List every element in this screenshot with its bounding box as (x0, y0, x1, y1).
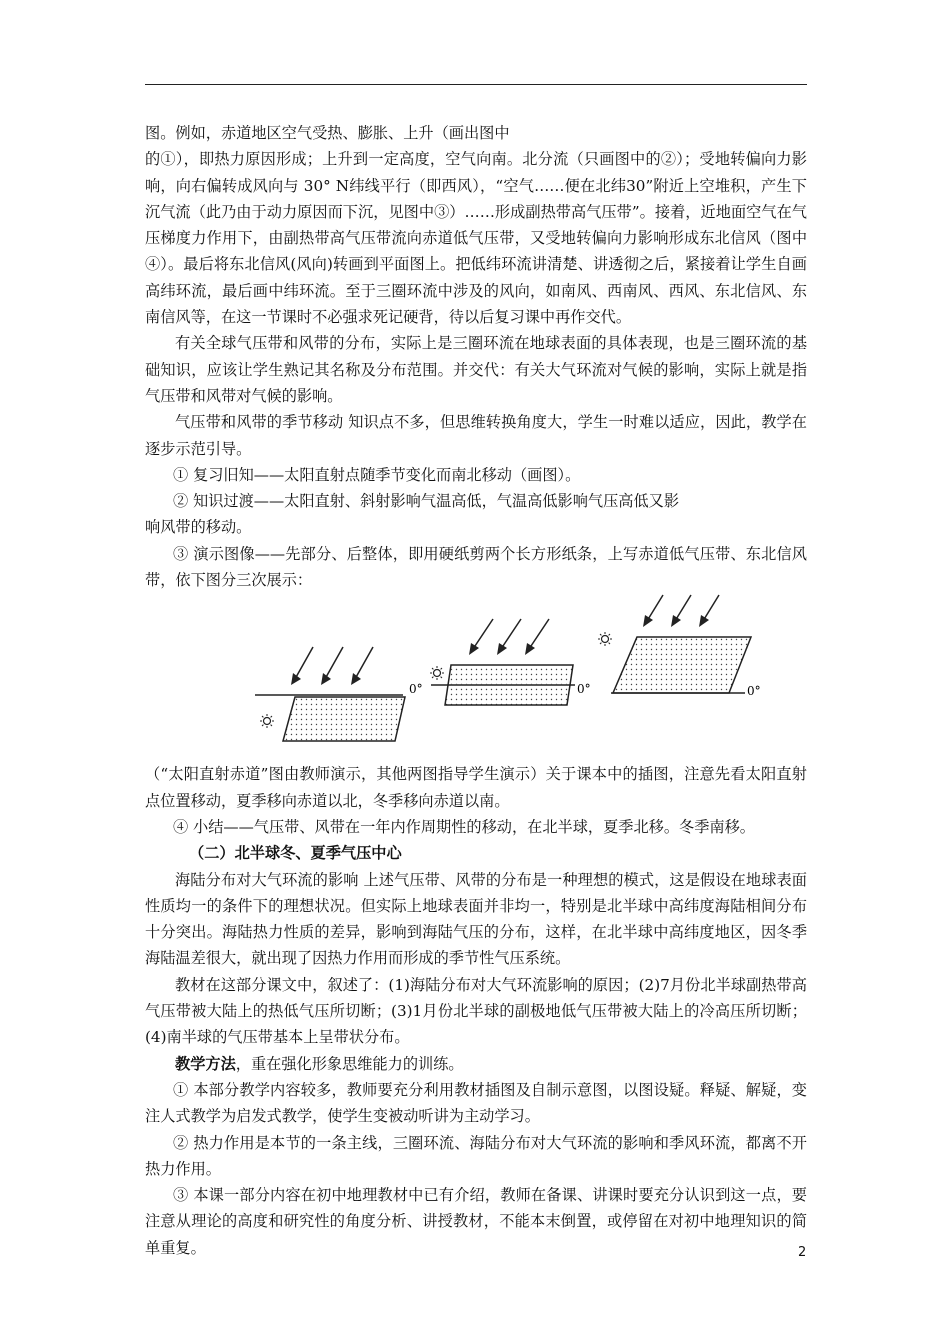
paragraph (145, 1051, 807, 1077)
list-item: ④ 小结——气压带、风带在一年内作周期性的移动，在北半球，夏季北移。冬季南移。 (173, 817, 755, 836)
list-item: ① 本部分教学内容较多，教师要充分利用教材插图及自制示意图，以图设疑。释疑、解疑，变注人式教学为启发式教学，使学生变被动听讲为主动学习。 (145, 1080, 807, 1126)
paragraph: 气压带和风带的季节移动 知识点不多，但思维转换角度大，学生一时难以适应，因此，教学在逐步示范引导。 (145, 413, 807, 458)
section-heading: （二）北半球冬、夏季气压中心 (189, 844, 402, 863)
figure-panel-1 (255, 647, 423, 741)
equator-label: 0° (409, 682, 423, 697)
figure-svg (255, 593, 815, 753)
paragraph: 教材在这部分课文中，叙述了：(1)海陆分布对大气环流影响的原因；(2)7月份北半球副热带高气压带被大陆上的热低气压所切断；(3)1月份北半球的副极地低气压带被大陆上的冷高压所切断；(4)南半球的气压带基本上呈带状分布。 (145, 975, 807, 1047)
header-rule (145, 84, 807, 85)
paragraph: 海陆分布对大气环流的影响 上述气压带、风带的分布是一种理想的模式，这是假设在地球表面性质均一的条件下的理想状况。但实际上地球表面并非均一，特别是北半球中高纬度海陆相间分布十分突出。海陆热力性质的差异，影响到海陆气压的分布，这样，在北半球中高纬度地区，因冬季海陆温差很大，就出现了因热力作用而形成的季节性气压系统。 (145, 870, 807, 968)
list-item: ③ 演示图像——先部分、后整体，即用硬纸剪两个长方形纸条，上写赤道低气压带、东北信风带，依下图分三次展示： (145, 544, 807, 590)
sun-icon (598, 632, 612, 646)
pressure-belt-figure (145, 593, 807, 761)
paragraph: 的①），即热力原因形成；上升到一定高度，空气向南。北分流（只画图中的②）；受地转偏向力影响，向右偏转成风向与 30° N纬线平行（即西风），“空气……便在北纬30”附近上空堆积，产生下沉气流（此乃由于动力原因而下沉，见图中③）……形成副热带高气压带”。接着，近地面空气在气压梯度力作用下，由副热带高气压带流向赤道低气压带，又受地转偏向力影响形成东北信风（图中④）。最后将东北信风(风向)转画到平面图上。把低纬环流讲清楚、讲透彻之后，紧接着让学生自画高纬环流，最后画中纬环流。至于三圈环流中涉及的风向，如南风、西南风、西风、东北信风、东南信风等，在这一节课时不必强求死记硬背，待以后复习课中再作交代。 (145, 150, 807, 327)
list-item: ① 复习旧知——太阳直射点随季节变化而南北移动（画图）。 (173, 465, 581, 484)
page-body (145, 120, 807, 1261)
paragraph: 图。例如，赤道地区空气受热、膨胀、上升（画出图中 (145, 124, 510, 142)
figure-panel-3 (598, 595, 761, 698)
paragraph: 有关全球气压带和风带的分布，实际上是三圈环流在地球表面的具体表现，也是三圈环流的基础知识，应该让学生熟记其名称及分布范围。并交代：有关大气环流对气候的影响，实际上就是指气压带和风带对气候的影响。 (145, 334, 807, 405)
equator-label: 0° (747, 684, 761, 699)
list-item: ② 知识过渡——太阳直射、斜射影响气温高低，气温高低影响气压高低又影 (173, 492, 680, 511)
list-item: ② 热力作用是本节的一条主线，三圈环流、海陆分布对大气环流的影响和季风环流，都离不开热力作用。 (145, 1133, 807, 1178)
equator-label: 0° (577, 682, 591, 697)
figure-panel-2 (430, 619, 591, 705)
sun-icon (260, 714, 274, 728)
paragraph: （“太阳直射赤道”图由教师演示，其他两图指导学生演示）关于课本中的插图，注意先看太阳直射点位置移动，夏季移向赤道以北，冬季移向赤道以南。 (145, 765, 807, 810)
method-title: 教学方法 (175, 1054, 236, 1073)
method-text: ，重在强化形象思维能力的训练。 (235, 1054, 464, 1073)
paragraph: 响风带的移动。 (145, 518, 252, 537)
sun-icon (430, 666, 444, 680)
page-number: 2 (798, 1245, 807, 1260)
list-item: ③ 本课一部分内容在初中地理教材中已有介绍，教师在备课、讲课时要充分认识到这一点，要注意从理论的高度和研究性的角度分析、讲授教材，不能本末倒置，或停留在对初中地理知识的简单重复。 (145, 1186, 807, 1257)
